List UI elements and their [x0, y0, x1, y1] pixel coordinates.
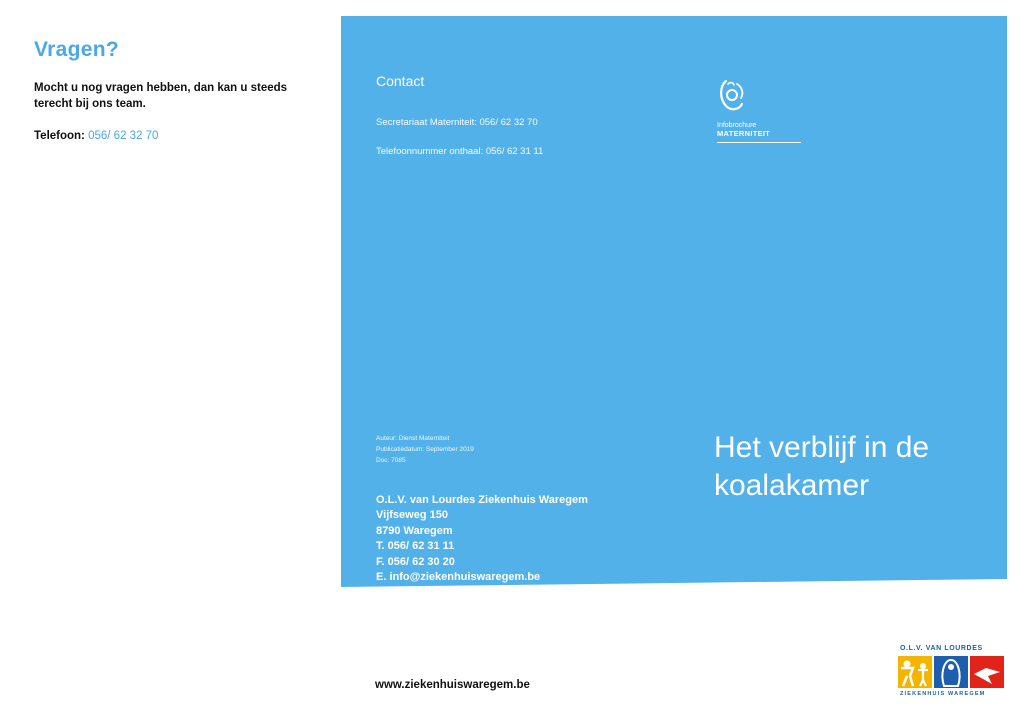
contact-title: Contact: [376, 73, 425, 89]
logo-bottom-text: ZIEKENHUIS WAREGEM: [900, 691, 986, 697]
document-meta: [376, 433, 474, 466]
address-city: 8790 Waregem: [376, 524, 453, 537]
phone-line: [34, 128, 294, 144]
brochure-sub: MATERNITEIT: [717, 129, 771, 138]
cover-title-line1: Het verblijf in de: [714, 431, 930, 464]
hospital-logo: [890, 645, 1008, 705]
meta-auteur: Auteur: Dienst Materniteit: [376, 435, 450, 442]
cover-title: [714, 429, 994, 505]
questions-heading: Vragen?: [34, 38, 119, 61]
questions-section: [34, 38, 294, 144]
brochure-badge: [717, 78, 801, 143]
logo-top-text: O.L.V. VAN LOURDES: [900, 645, 983, 652]
phone-number[interactable]: 056/ 62 32 70: [88, 130, 159, 142]
cover-title-line2: koalakamer: [714, 469, 870, 502]
meta-doc: Doc: 7085: [376, 457, 406, 464]
hospital-address: [376, 493, 588, 585]
meta-publicatie: Publicatiedatum: September 2019: [376, 446, 474, 453]
address-tel: T. 056/ 62 31 11: [376, 540, 455, 553]
address-email[interactable]: E. info@ziekenhuiswaregem.be: [376, 571, 541, 584]
address-street: Vijfseweg 150: [376, 509, 448, 522]
brochure-rule: [717, 142, 801, 143]
logo-figures-icon: [890, 654, 1008, 690]
questions-body-line1: Mocht u nog vragen hebben, dan kan u steeds: [34, 82, 288, 94]
contact-onthaal: Telefoonnummer onthaal: 056/ 62 31 11: [376, 146, 544, 157]
address-name: O.L.V. van Lourdes Ziekenhuis Waregem: [376, 494, 588, 506]
brochure-kicker: Infobrochure: [717, 122, 757, 129]
phone-label: Telefoon:: [34, 130, 85, 142]
address-fax: F. 056/ 62 30 20: [376, 555, 455, 568]
contact-secretariaat: Secretariaat Materniteit: 056/ 62 32 70: [376, 117, 538, 128]
questions-body-line2: terecht bij ons team.: [34, 98, 146, 110]
mother-child-icon: [717, 78, 747, 112]
cover-panel: [341, 16, 1007, 621]
website-link[interactable]: www.ziekenhuiswaregem.be: [375, 679, 530, 691]
